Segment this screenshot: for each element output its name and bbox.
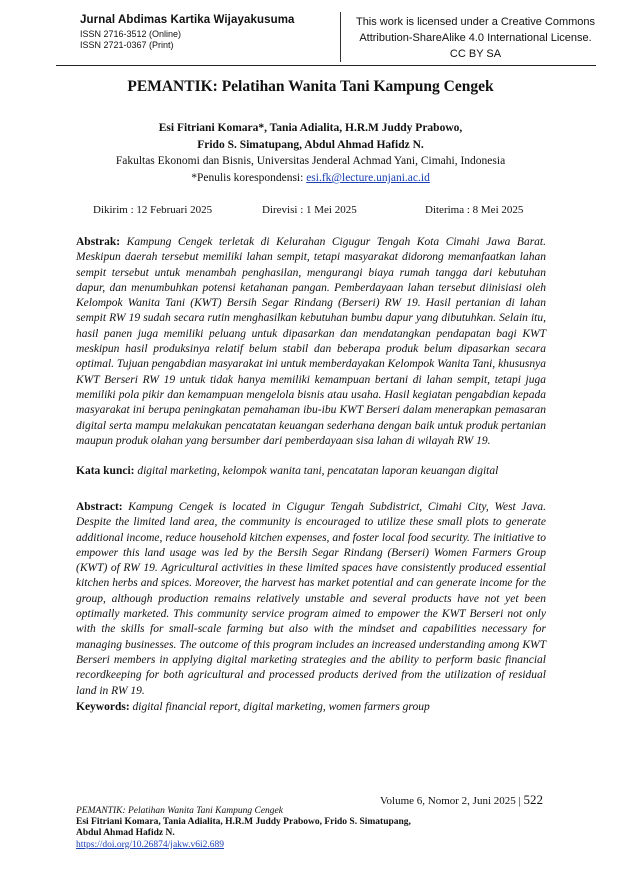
abstract-label: Abstrak: bbox=[76, 236, 121, 248]
footer-article-title: PEMANTIK: Pelatihan Wanita Tani Kampung Cengek bbox=[76, 806, 283, 816]
keywords-text: digital marketing, kelompok wanita tani, pencatatan laporan keuangan digital bbox=[137, 465, 499, 477]
authors-line: Esi Fitriani Komara*, Tania Adialita, H.R.M Juddy Prabowo, bbox=[158, 122, 463, 134]
affiliation: Fakultas Ekonomi dan Bisnis, Universitas Jenderal Achmad Yani, Cimahi, Indonesia bbox=[115, 155, 506, 167]
correspondence-label: *Penulis korespondensi: bbox=[191, 172, 304, 184]
header-rule bbox=[56, 65, 596, 66]
footer-authors: Abdul Ahmad Hafidz N. bbox=[76, 828, 175, 838]
license-line: Attribution-ShareAlike 4.0 International License. bbox=[359, 32, 592, 44]
header-divider bbox=[340, 12, 341, 62]
license-line: This work is licensed under a Creative Commons bbox=[355, 16, 596, 28]
volume-separator: | bbox=[518, 795, 521, 807]
volume-text: Volume 6, Nomor 2, Juni 2025 bbox=[380, 795, 516, 807]
received-date: Dikirim : 12 Februari 2025 bbox=[93, 204, 213, 216]
keywords-text: digital financial report, digital marketing, women farmers group bbox=[132, 701, 430, 713]
license-line: CC BY SA bbox=[449, 48, 502, 60]
page-title: PEMANTIK: Pelatihan Wanita Tani Kampung Cengek bbox=[127, 78, 494, 95]
abstract-indonesian bbox=[76, 235, 546, 449]
license-notice bbox=[343, 14, 608, 62]
authors-line: Frido S. Simatupang, Abdul Ahmad Hafidz N. bbox=[197, 139, 424, 151]
footer-authors: Esi Fitriani Komara, Tania Adialita, H.R.M Juddy Prabowo, Frido S. Simatupang, bbox=[76, 817, 411, 827]
keywords-label: Keywords: bbox=[76, 701, 130, 713]
abstract-text: Kampung Cengek terletak di Kelurahan Cigugur Tengah Kota Cimahi Jawa Barat. Meskipun daerah tersebut memiliki lahan sempit, tetapi masyarakat didorong memanfaatkan lahan sempit tersebut untuk menambah penghasilan, mengurangi biaya rumah tangga dari kebutuhan dapur, dan menumbuhkan potensi ketahanan pangan. Pemberdayaan lahan tersebut diinisiasi oleh Kelompok Wanita Tani (KWT) Bersih Segar Rindang (Berseri) RW 19. Hasil pertanian di lahan sempit RW 19 sudah secara rutin menghasilkan kebutuhan bumbu dapur yang dibutuhkan. Selain itu, hasil panen juga memiliki peluang untuk dipasarkan dan mendatangkan pendapatan bagi KWT meskipun hasil produksinya relatif belum stabil dan beberapa produk belum dipasarkan secara optimal. Tujuan pengabdian masyarakat ini untuk memberdayakan Kelompok Wanita Tani, khususnya KWT Berseri RW 19 untuk tidak hanya memiliki kemampuan bertani di lahan sempit, tetapi juga memiliki pola pikir dan kemampuan mengelola bisnis atau usaha. Hasil kegiatan pengabdian kepada masyarakat ini berupa peningkatan pemahaman ibu-ibu KWT Berseri dalam menerapkan pemasaran digital serta mampu melakukan pencatatan keuangan sederhana dengan baik untuk produk pertanian maupun produk olahan yang bersumber dari pemberdayaan sisa lahan di wilayah RW 19. bbox=[76, 236, 547, 447]
issn-online: ISSN 2716-3512 (Online) bbox=[80, 29, 182, 39]
abstract-english bbox=[76, 500, 546, 699]
keywords-indonesian bbox=[76, 464, 546, 479]
abstract-label: Abstract: bbox=[76, 501, 123, 513]
correspondence-email-link[interactable]: esi.fk@lecture.unjani.ac.id bbox=[306, 172, 430, 184]
accepted-date: Diterima : 8 Mei 2025 bbox=[425, 204, 524, 216]
volume-info bbox=[380, 792, 543, 808]
revised-date: Direvisi : 1 Mei 2025 bbox=[262, 204, 357, 216]
abstract-text: Kampung Cengek is located in Cigugur Tengah Subdistrict, Cimahi City, West Java. Despite the limited land area, the community is encouraged to utilize these small plots to generate additional income, reduce household kitchen expenses, and foster local food security. The initiative to empower this land usage was led by the Bersih Segar Rindang (Berseri) Women Farmers Group (KWT) of RW 19. Agricultural activities in these limited spaces have consistently produced essential kitchen herbs and spices. Moreover, the harvest has market potential and can generate income for the group, although production remains relatively unstable and several products have not yet been optimally marketed. This community service program aimed to empower the KWT Berseri not only with the skills for small-scale farming but also with the mindset and capabilities necessary for managing businesses. The outcome of this program includes an increased understanding among KWT Berseri members in applying digital marketing strategies and the ability to perform basic financial recordkeeping for both agricultural and processed products derived from the utilization of residual land in RW 19. bbox=[76, 501, 546, 697]
keywords-label: Kata kunci: bbox=[76, 465, 135, 477]
correspondence bbox=[0, 172, 621, 184]
journal-name: Jurnal Abdimas Kartika Wijayakusuma bbox=[80, 14, 295, 26]
issn-print: ISSN 2721-0367 (Print) bbox=[80, 40, 174, 50]
keywords-english bbox=[76, 700, 546, 715]
page-number: 522 bbox=[523, 792, 543, 807]
doi-link[interactable]: https://doi.org/10.26874/jakw.v6i2.689 bbox=[76, 840, 225, 850]
